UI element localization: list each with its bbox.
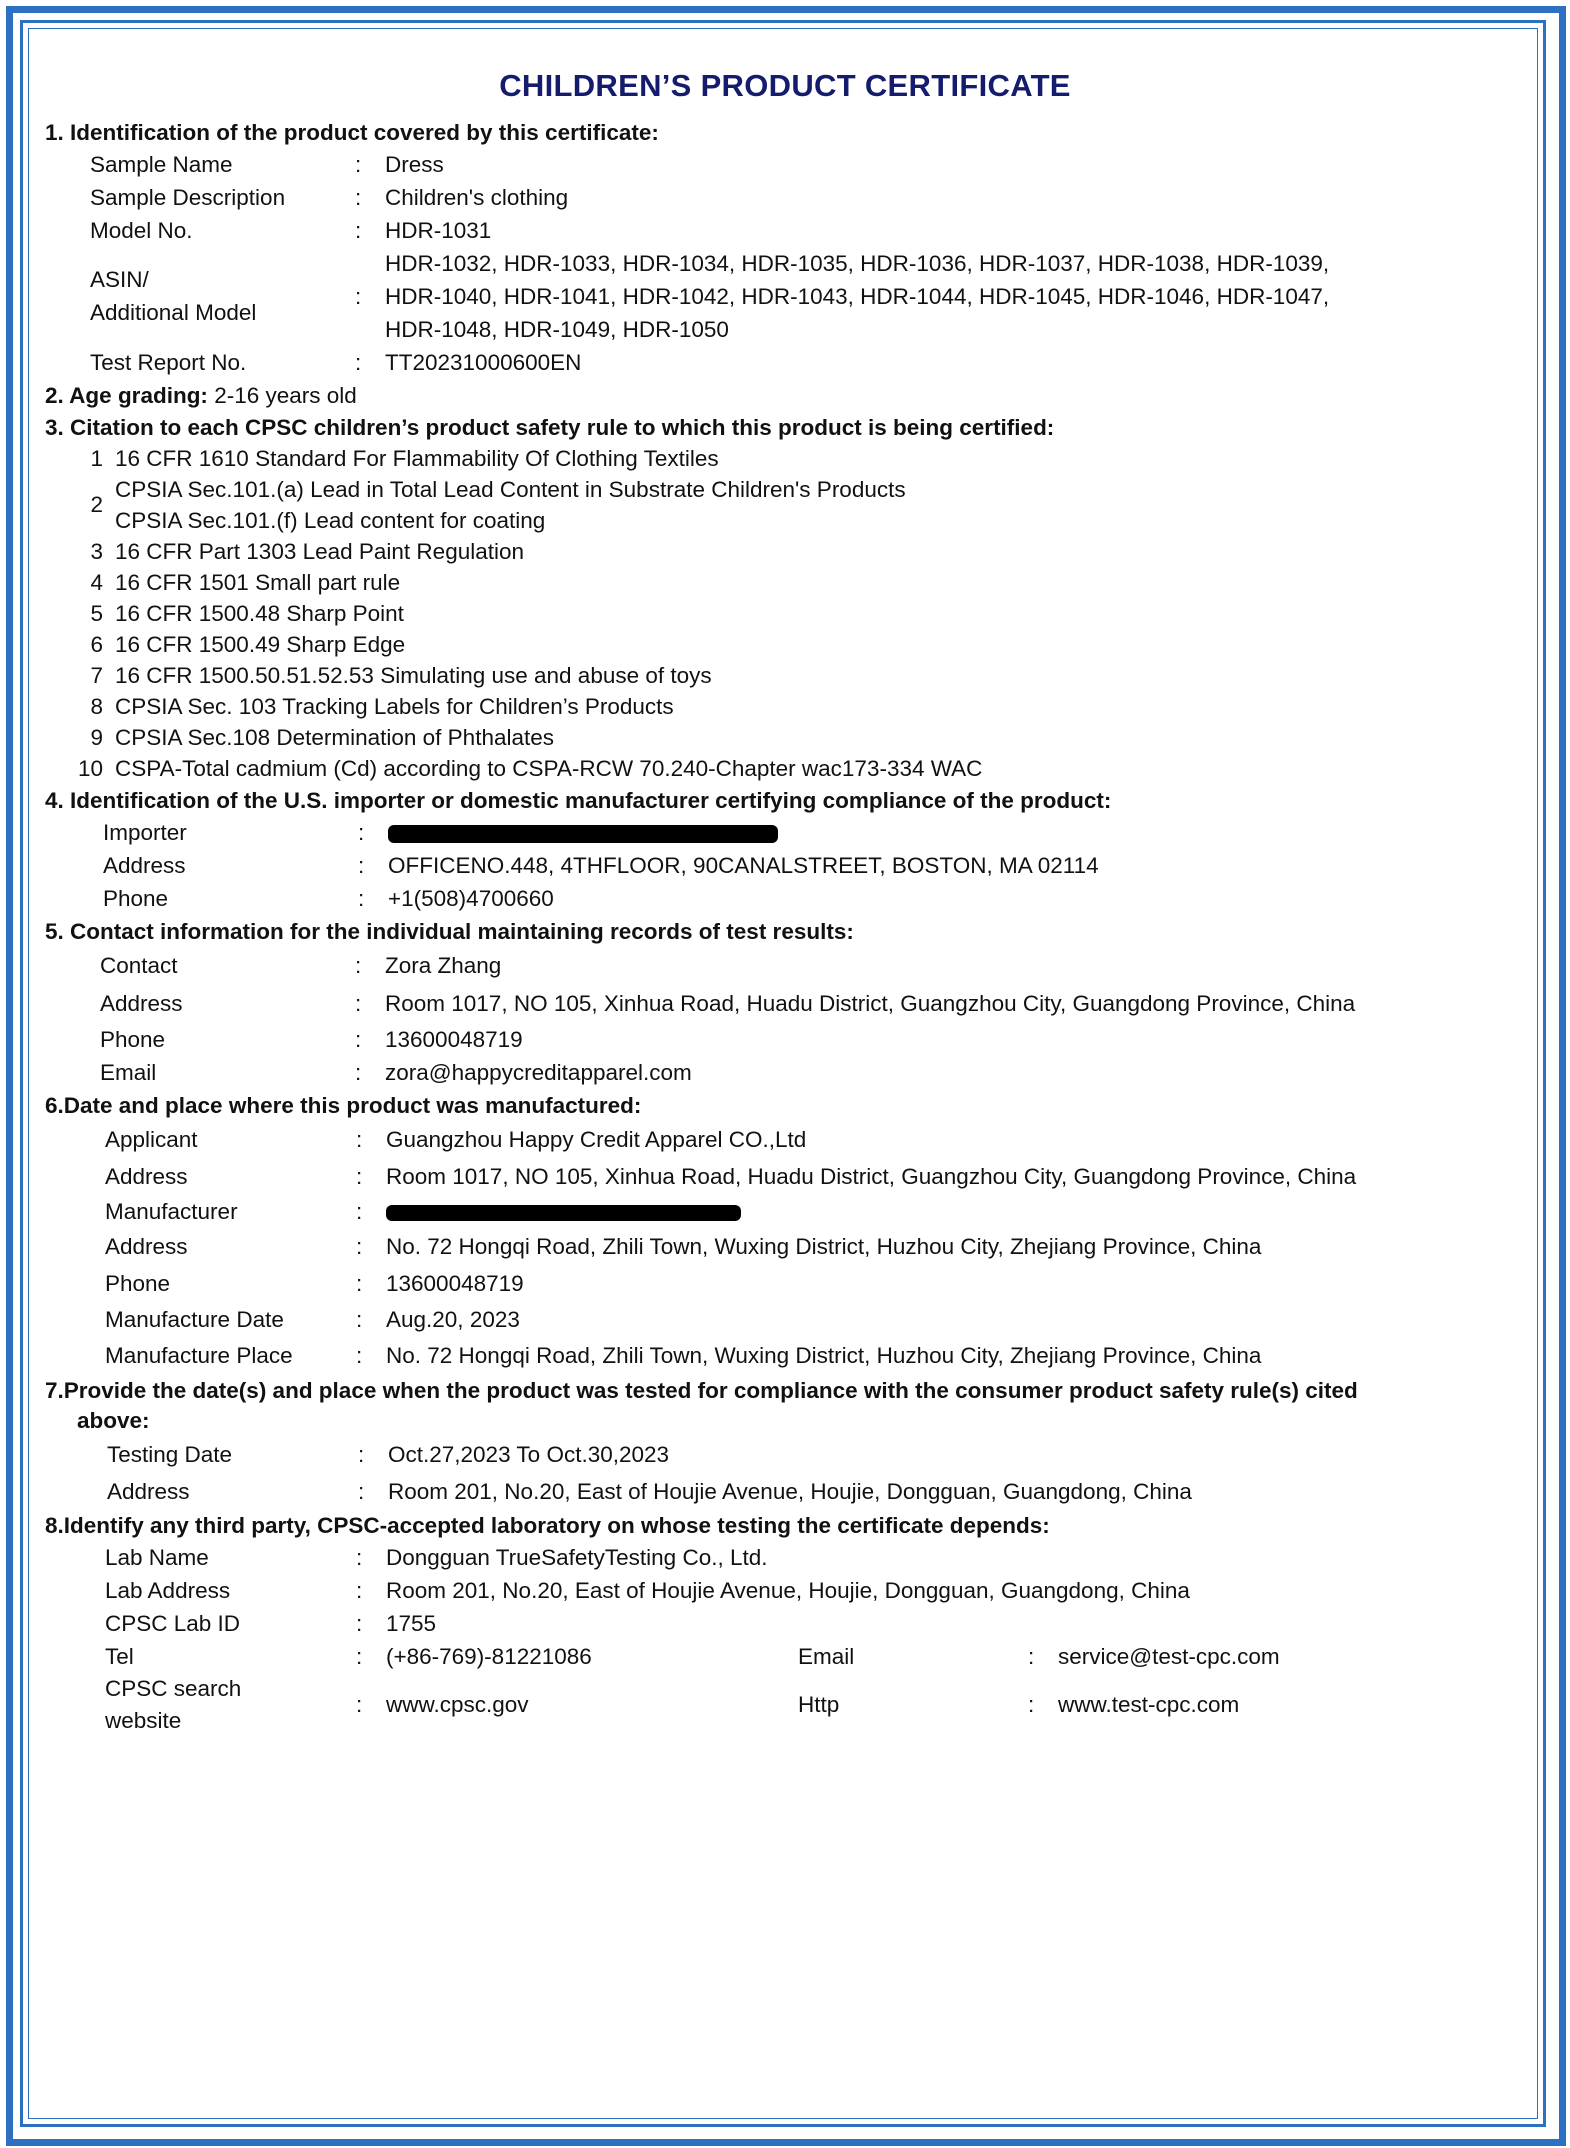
field-label: Email — [100, 1060, 157, 1085]
field-row — [45, 816, 1535, 849]
field-colon: : — [358, 853, 365, 878]
field-row — [45, 1228, 1535, 1266]
field-row — [45, 947, 1535, 985]
section-7-heading — [45, 1376, 1535, 1436]
field-row — [45, 214, 1535, 247]
field-row — [45, 1541, 1535, 1574]
cpsc-search-website: www.cpsc.gov — [386, 1692, 529, 1717]
test-report-number: TT20231000600EN — [385, 350, 582, 375]
field-row — [45, 1474, 1535, 1509]
asin-row — [45, 247, 1535, 346]
citation-number: 2 — [90, 492, 103, 517]
field-colon: : — [1028, 1692, 1035, 1717]
asin-models — [385, 247, 1535, 346]
field-colon: : — [358, 1442, 365, 1467]
age-grading-value: 2-16 years old — [207, 383, 357, 408]
citation-text: 16 CFR Part 1303 Lead Paint Regulation — [115, 539, 525, 564]
citation-item — [45, 474, 1535, 536]
field-label: Model No. — [90, 218, 193, 243]
field-label: Applicant — [105, 1127, 198, 1152]
field-colon: : — [355, 1027, 362, 1052]
field-value: Dress — [385, 152, 444, 177]
citation-item — [45, 660, 1535, 691]
field-row — [45, 1302, 1535, 1338]
citation-number: 7 — [90, 663, 103, 688]
asin-label-line2: Additional Model — [90, 300, 257, 325]
field-label: Address — [107, 1479, 190, 1504]
field-colon: : — [356, 1343, 363, 1368]
field-colon: : — [356, 1692, 363, 1717]
citation-number: 5 — [90, 601, 103, 626]
field-label: Test Report No. — [90, 350, 247, 375]
citation-item — [45, 443, 1535, 474]
applicant-address: Room 1017, NO 105, Xinhua Road, Huadu District, Guangzhou City, Guangdong Province, China — [386, 1164, 1357, 1189]
citation-number: 1 — [90, 446, 103, 471]
field-colon: : — [355, 185, 362, 210]
citation-text: 16 CFR 1500.50.51.52.53 Simulating use and abuse of toys — [115, 663, 712, 688]
field-label: Phone — [100, 1027, 166, 1052]
redaction-mark — [386, 1205, 741, 1221]
field-label: Phone — [103, 886, 169, 911]
field-colon: : — [355, 284, 362, 309]
field-row — [45, 1195, 1535, 1228]
field-label: Http — [798, 1692, 840, 1717]
search-label-line1: CPSC search — [105, 1676, 242, 1701]
field-colon: : — [356, 1127, 363, 1152]
field-label: Testing Date — [107, 1442, 233, 1467]
citation-number: 8 — [90, 694, 103, 719]
field-colon: : — [355, 152, 362, 177]
citation-text: CPSIA Sec. 103 Tracking Labels for Children’s Products — [115, 694, 674, 719]
field-label: Address — [105, 1234, 188, 1259]
asin-line: HDR-1040, HDR-1041, HDR-1042, HDR-1043, HDR-1044, HDR-1045, HDR-1046, HDR-1047, — [385, 284, 1330, 309]
field-colon: : — [356, 1307, 363, 1332]
citation-text: 16 CFR 1500.48 Sharp Point — [115, 601, 404, 626]
field-colon: : — [355, 953, 362, 978]
asin-label — [45, 247, 355, 329]
citation-number: 3 — [90, 539, 103, 564]
section-2-heading — [45, 381, 1535, 411]
field-colon: : — [356, 1164, 363, 1189]
importer-name — [388, 816, 1535, 849]
field-label: Importer — [103, 820, 187, 845]
citation-item — [45, 598, 1535, 629]
citation-number: 9 — [90, 725, 103, 750]
citation-number: 6 — [90, 632, 103, 657]
field-label: Manufacture Place — [105, 1343, 293, 1368]
field-value: 1755 — [386, 1611, 437, 1636]
field-value: 13600048719 — [385, 1027, 523, 1052]
field-label: Sample Name — [90, 152, 233, 177]
field-colon: : — [356, 1199, 363, 1224]
age-grading-label: 2. Age grading: — [45, 383, 208, 408]
field-row — [45, 1023, 1535, 1056]
citation-item — [45, 567, 1535, 598]
citation-list — [45, 443, 1535, 784]
field-colon: : — [356, 1578, 363, 1603]
field-value: Zora Zhang — [385, 953, 502, 978]
tel-email-row — [45, 1640, 1535, 1673]
field-label: Address — [105, 1164, 188, 1189]
importer-address: OFFICENO.448, 4THFLOOR, 90CANALSTREET, BOSTON, MA 02114 — [388, 853, 1099, 878]
field-row — [45, 1574, 1535, 1607]
field-row — [45, 346, 1535, 379]
field-label: Tel — [105, 1644, 134, 1669]
field-row — [45, 1607, 1535, 1640]
citation-item — [45, 629, 1535, 660]
field-label: Address — [103, 853, 186, 878]
field-colon: : — [358, 1479, 365, 1504]
field-value: 13600048719 — [386, 1271, 524, 1296]
citation-number: 10 — [77, 756, 103, 781]
citation-item — [45, 536, 1535, 567]
citation-number: 4 — [90, 570, 103, 595]
field-row — [45, 1159, 1535, 1195]
field-colon: : — [356, 1545, 363, 1570]
redaction-mark — [388, 825, 778, 843]
field-label: Email — [798, 1644, 855, 1669]
field-value: zora@happycreditapparel.com — [385, 1060, 692, 1085]
citation-item — [45, 753, 1535, 784]
field-value: HDR-1031 — [385, 218, 492, 243]
section-4-heading: 4. Identification of the U.S. importer or domestic manufacturer certifying compliance of the product: — [45, 788, 1112, 813]
field-value: No. 72 Hongqi Road, Zhili Town, Wuxing District, Huzhou City, Zhejiang Province, China — [386, 1234, 1262, 1259]
search-label-line2: website — [105, 1708, 182, 1733]
search-http-row — [45, 1673, 1535, 1737]
field-label: Sample Description — [90, 185, 286, 210]
citation-text — [115, 474, 1535, 536]
manufacturer-name — [386, 1195, 1535, 1228]
citation-text: CSPA-Total cadmium (Cd) according to CSPA-RCW 70.240-Chapter wac173-334 WAC — [115, 756, 983, 781]
field-label: Lab Name — [105, 1545, 209, 1570]
section-1 — [45, 148, 1535, 379]
field-row — [45, 882, 1535, 915]
field-colon: : — [355, 218, 362, 243]
section-4 — [45, 816, 1535, 915]
section-5-heading: 5. Contact information for the individual maintaining records of test results: — [45, 919, 854, 944]
asin-label-line1: ASIN/ — [90, 267, 149, 292]
field-row — [45, 849, 1535, 882]
section-7-heading-line1: 7.Provide the date(s) and place when the product was tested for compliance with the consumer product safety rule(s) cited — [45, 1378, 1358, 1403]
field-label: Phone — [105, 1271, 171, 1296]
field-label: Lab Address — [105, 1578, 231, 1603]
field-value: Room 201, No.20, East of Houjie Avenue, Houjie, Dongguan, Guangdong, China — [388, 1479, 1192, 1504]
citation-text: 16 CFR 1610 Standard For Flammability Of Clothing Textiles — [115, 446, 719, 471]
field-label: Manufacturer — [105, 1199, 238, 1224]
field-row — [45, 1266, 1535, 1302]
field-colon: : — [355, 1060, 362, 1085]
field-value: Oct.27,2023 To Oct.30,2023 — [388, 1442, 670, 1467]
field-value: No. 72 Hongqi Road, Zhili Town, Wuxing District, Huzhou City, Zhejiang Province, China — [386, 1343, 1262, 1368]
search-website-label — [45, 1673, 356, 1737]
section-7 — [45, 1436, 1535, 1509]
citation-item — [45, 722, 1535, 753]
importer-phone: +1(508)4700660 — [388, 886, 554, 911]
field-row — [45, 985, 1535, 1023]
asin-line: HDR-1048, HDR-1049, HDR-1050 — [385, 317, 729, 342]
citation-line: CPSIA Sec.101.(a) Lead in Total Lead Content in Substrate Children's Products — [115, 477, 906, 502]
citation-text: 16 CFR 1500.49 Sharp Edge — [115, 632, 406, 657]
lab-email: service@test-cpc.com — [1058, 1644, 1280, 1669]
section-6 — [45, 1121, 1535, 1374]
section-8 — [45, 1541, 1535, 1737]
citation-item — [45, 691, 1535, 722]
applicant-value: Guangzhou Happy Credit Apparel CO.,Ltd — [386, 1127, 807, 1152]
citation-text: 16 CFR 1501 Small part rule — [115, 570, 401, 595]
field-colon: : — [356, 1234, 363, 1259]
asin-line: HDR-1032, HDR-1033, HDR-1034, HDR-1035, HDR-1036, HDR-1037, HDR-1038, HDR-1039, — [385, 251, 1330, 276]
field-value: Room 1017, NO 105, Xinhua Road, Huadu District, Guangzhou City, Guangdong Province, China — [385, 991, 1356, 1016]
field-label: CPSC Lab ID — [105, 1611, 241, 1636]
field-colon: : — [356, 1271, 363, 1296]
section-8-heading: 8.Identify any third party, CPSC-accepted laboratory on whose testing the certificate depends: — [45, 1513, 1050, 1538]
field-label: Address — [100, 991, 183, 1016]
field-colon: : — [358, 820, 365, 845]
field-row — [45, 1436, 1535, 1474]
field-value: Aug.20, 2023 — [386, 1307, 520, 1332]
field-colon: : — [356, 1611, 363, 1636]
field-row — [45, 1338, 1535, 1374]
field-label: Contact — [100, 953, 178, 978]
certificate-body — [45, 116, 1535, 1737]
section-1-heading: 1. Identification of the product covered by this certificate: — [45, 120, 659, 145]
certificate-title: CHILDREN’S PRODUCT CERTIFICATE — [499, 68, 1071, 103]
citation-text: CPSIA Sec.108 Determination of Phthalates — [115, 725, 555, 750]
section-3-heading: 3. Citation to each CPSC children’s product safety rule to which this product is being certified: — [45, 415, 1055, 440]
section-7-heading-line2: above: — [77, 1408, 150, 1433]
field-row — [45, 1056, 1535, 1089]
field-value: Dongguan TrueSafetyTesting Co., Ltd. — [386, 1545, 768, 1570]
field-colon: : — [355, 991, 362, 1016]
field-row — [45, 1121, 1535, 1159]
field-value: Room 201, No.20, East of Houjie Avenue, Houjie, Dongguan, Guangdong, China — [386, 1578, 1190, 1603]
field-value: Children's clothing — [385, 185, 569, 210]
field-row — [45, 148, 1535, 181]
lab-website: www.test-cpc.com — [1058, 1692, 1240, 1717]
field-colon: : — [358, 886, 365, 911]
field-row — [45, 181, 1535, 214]
field-colon: : — [355, 350, 362, 375]
section-6-heading: 6.Date and place where this product was manufactured: — [45, 1093, 642, 1118]
field-colon: : — [1028, 1644, 1035, 1669]
field-colon: : — [356, 1644, 363, 1669]
section-5 — [45, 947, 1535, 1089]
lab-tel: (+86-769)-81221086 — [386, 1644, 592, 1669]
field-label: Manufacture Date — [105, 1307, 284, 1332]
citation-line: CPSIA Sec.101.(f) Lead content for coating — [115, 508, 546, 533]
